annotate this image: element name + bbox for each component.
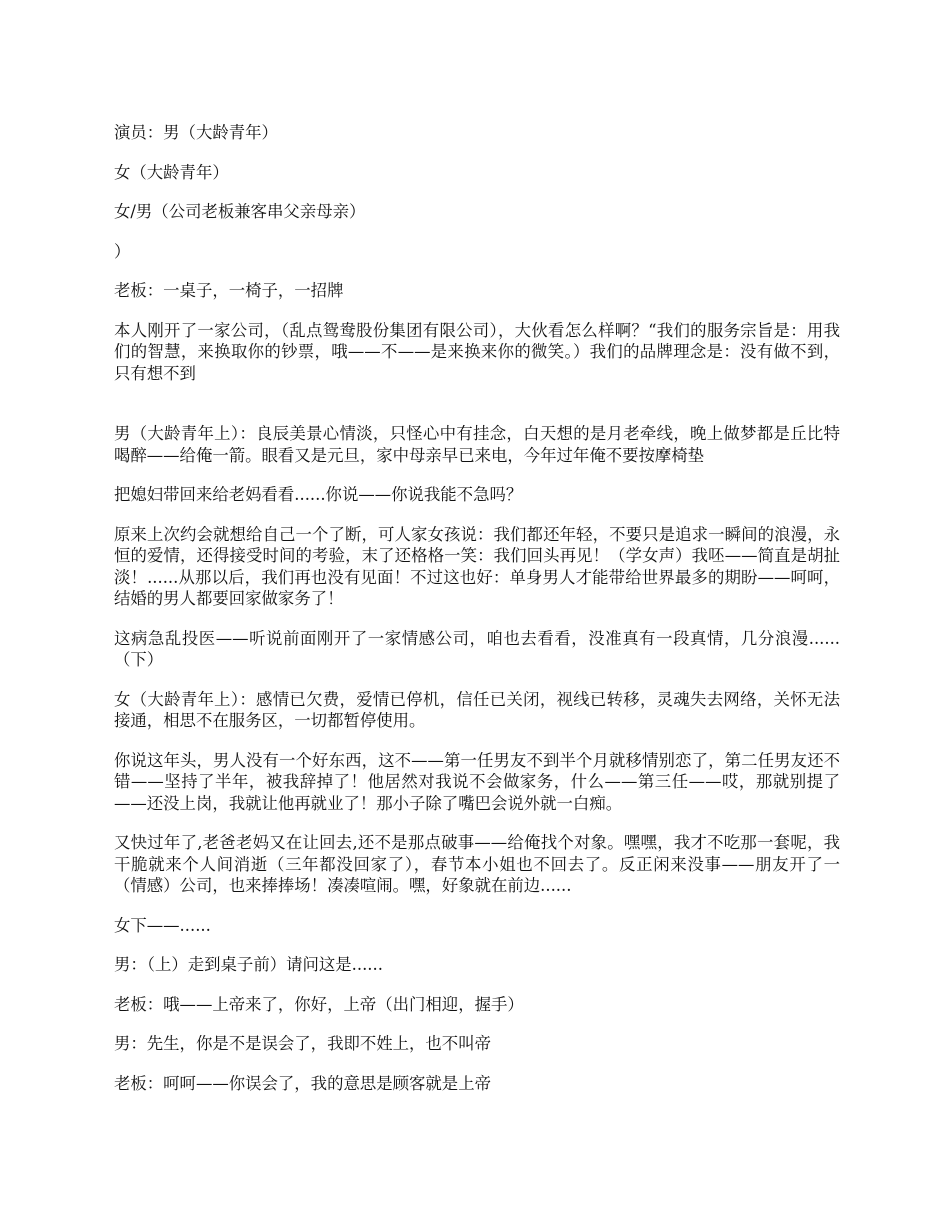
cast-line-female: 女（大龄青年） — [114, 162, 229, 182]
female-monologue-1: 女（大龄青年上）：感情已欠费，爱情已停机，信任已关闭，视线已转移，灵魂失去网络，关怀无法接通，相思不在服务区，一切都暂停使用。 — [114, 689, 840, 730]
female-monologue-2: 你说这年头，男人没有一个好东西，这不——第一任男友不到半个月就移情别恋了，第二任男友还不错——坚持了半年，被我辞掉了！他居然对我说不会做家务，什么——第三任——哎，那就别提了——还没上岗，我就让他再就业了！那小子除了嘴巴会说外就一白痴。 — [114, 750, 840, 813]
male-monologue-2: 把媳妇带回来给老妈看看......你说——你说我能不急吗？ — [114, 485, 523, 504]
dialogue-line-1: 男：（上）走到桌子前）请问这是...... — [114, 955, 383, 974]
dialogue-line-4: 老板：呵呵——你误会了，我的意思是顾客就是上帝 — [114, 1073, 491, 1093]
female-exit-line: 女下——...... — [114, 915, 211, 935]
cast-line-close: ） — [114, 241, 131, 261]
female-monologue-3: 又快过年了,老爸老妈又在让回去,还不是那点破事——给俺找个对象。嘿嘿，我才不吃那一套呢，我干脆就来个人间消逝（三年都没回家了），春节本小姐也不回去了。反正闲来没事——朋友开了一（情感）公司，也来捧捧场！凑凑喧闹。嘿，好象就在前边...... — [114, 833, 840, 895]
male-monologue-3: 原来上次约会就想给自己一个了断，可人家女孩说：我们都还年轻，不要只是追求一瞬间的浪漫，永恒的爱情，还得接受时间的考验，末了还格格一笑：我们回头再见！（学女声）我呸——简直是胡扯淡！......从那以后，我们再也没有见面！不过这也好：单身男人才能带给世界最多的期盼——呵呵，结婚的男人都要回家做家务了！ — [114, 524, 840, 608]
document-page — [114, 122, 840, 1112]
cast-line-boss: 女/男（公司老板兼客串父亲母亲） — [114, 202, 366, 221]
male-monologue-1: 男（大龄青年上）：良辰美景心情淡，只怪心中有挂念，白天想的是月老牵线，晚上做梦都是丘比特喝醉——给俺一箭。眼看又是元旦，家中母亲早已来电，今年过年俺不要按摩椅垫 — [114, 424, 840, 465]
dialogue-line-3: 男：先生，你是不是误会了，我即不姓上，也不叫帝 — [114, 1034, 491, 1053]
boss-intro-paragraph: 本人刚开了一家公司，（乱点鸳鸯股份集团有限公司），大伙看怎么样啊？“我们的服务宗旨是：用我们的智慧，来换取你的钞票，哦——不——是来换来你的微笑。）我们的品牌理念是：没有做不到，只有想不到 — [114, 320, 840, 383]
cast-line-male: 演员：男（大龄青年） — [114, 123, 278, 142]
male-monologue-4: 这病急乱投医——听说前面刚开了一家情感公司，咱也去看看，没准真有一段真情，几分浪漫......（下） — [114, 628, 840, 669]
props-line: 老板：一桌子，一椅子，一招牌 — [114, 281, 344, 300]
dialogue-line-2: 老板：哦——上帝来了，你好，上帝（出门相迎，握手） — [114, 994, 524, 1014]
